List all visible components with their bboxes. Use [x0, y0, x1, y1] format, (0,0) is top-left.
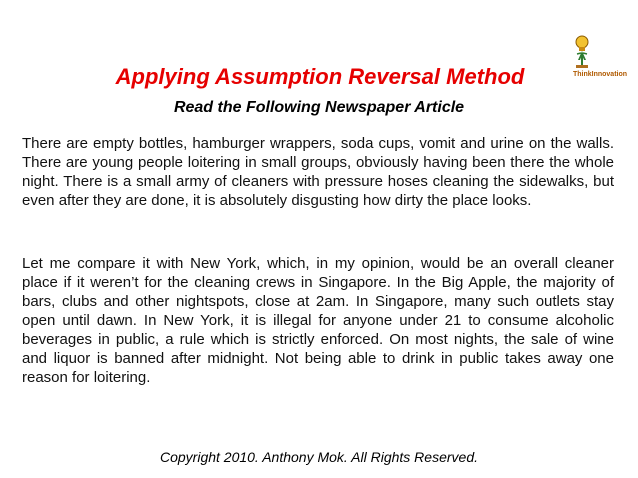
slide-title: Applying Assumption Reversal Method [115, 64, 525, 89]
article-paragraph-1: There are empty bottles, hamburger wrappers, soda cups, vomit and urine on the walls. There are young people loitering in small groups, obviously having been there the whole night. There is a small army of cleaners with pressure hoses cleaning the sidewalks, but even after they are done, it is absolutely disgusting how dirty the place looks. [22, 135, 614, 209]
logo-text: ThinkInnovation [572, 71, 628, 78]
article-paragraph-2: Let me compare it with New York, which, in my opinion, would be an overall cleaner place if it weren’t for the cleaning crews in Singapore. In the Big Apple, the majority of bars, clubs and other nightspots, close at 2am. In Singapore, many such outlets stay open until dawn. In New York, it is illegal for anyone under 21 to consume alcoholic beverages in public, a rule which is strictly enforced. On most nights, the sale of wine and liquor is banned after midnight. Not being able to drink in public takes away one reason for loitering. [22, 255, 614, 386]
copyright-footer: Copyright 2010. Anthony Mok. All Rights Reserved. [159, 449, 478, 465]
slide-subtitle: Read the Following Newspaper Article [173, 99, 465, 116]
